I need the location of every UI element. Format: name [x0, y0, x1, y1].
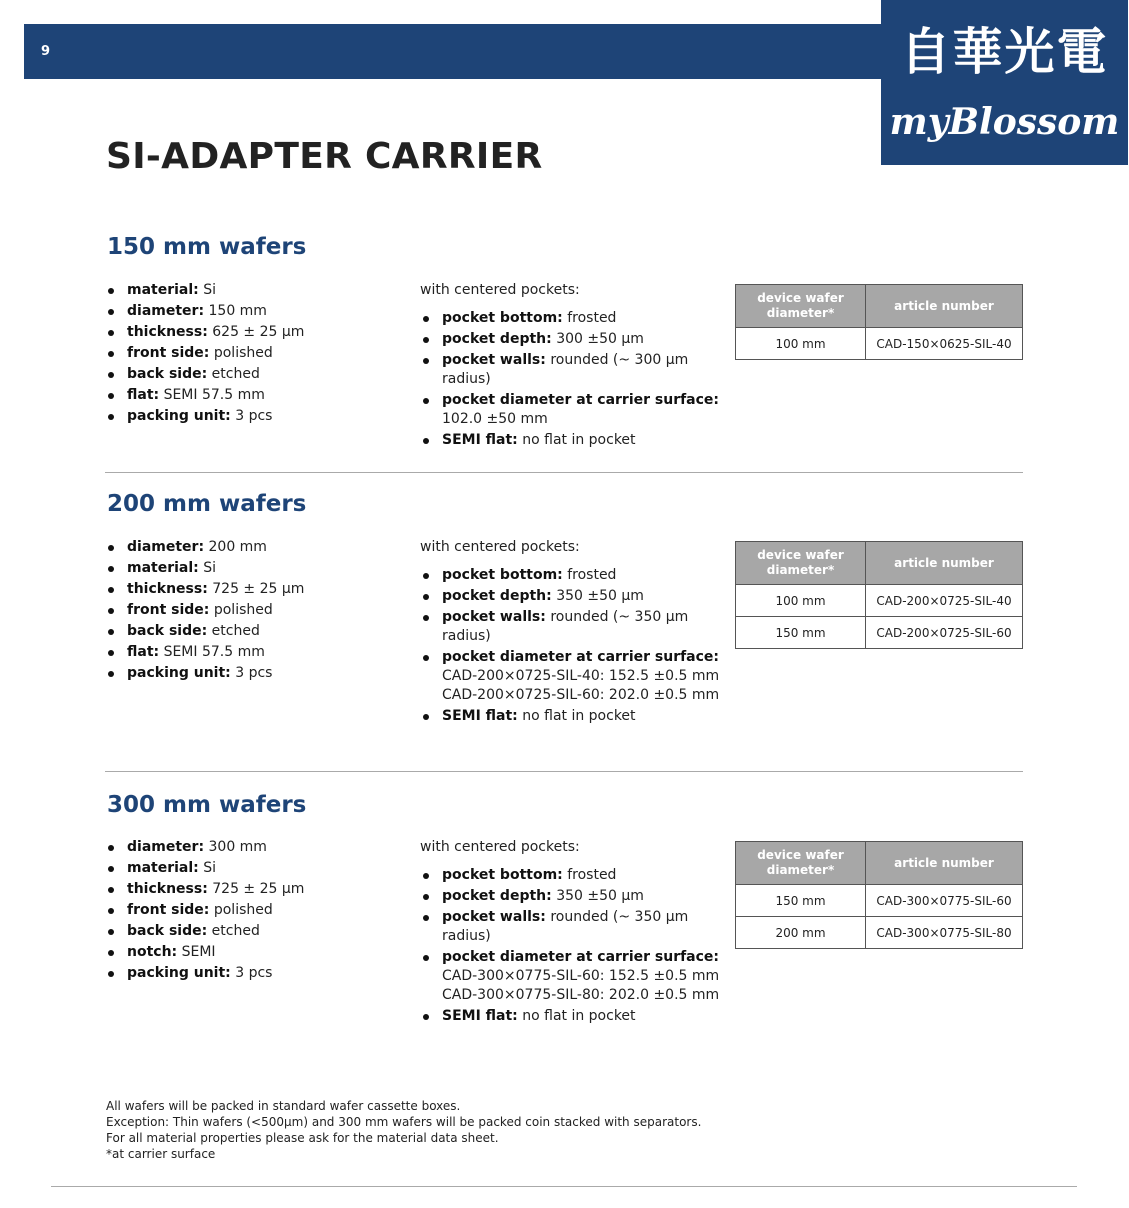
table-cell-diameter: 150 mm — [736, 885, 866, 917]
section-title: 200 mm wafers — [107, 491, 307, 517]
article-table — [735, 541, 1023, 649]
spec-item: front side: polished — [106, 600, 304, 621]
spec-item: packing unit: 3 pcs — [106, 963, 304, 984]
table-cell-article: CAD-300×0775-SIL-80 — [866, 917, 1023, 949]
spec-item: notch: SEMI — [106, 942, 304, 963]
pocket-item: SEMI flat: no flat in pocket — [420, 707, 720, 726]
spec-item: thickness: 625 ± 25 µm — [106, 322, 304, 343]
article-table — [735, 284, 1023, 360]
page-title: SI-ADAPTER CARRIER — [106, 136, 543, 177]
pocket-item: pocket diameter at carrier surface: CAD-300×0775-SIL-60: 152.5 ±0.5 mm CAD-300×0775-SIL-80: 202.0 ±0.5 mm — [420, 948, 720, 1005]
pockets-intro: with centered pockets: — [420, 839, 580, 855]
table-cell-article: CAD-200×0725-SIL-40 — [866, 585, 1023, 617]
table-row — [736, 617, 1023, 649]
spec-item: material: Si — [106, 858, 304, 879]
pocket-item: pocket walls: rounded (~ 350 µm radius) — [420, 608, 720, 646]
pocket-item: pocket bottom: frosted — [420, 309, 720, 328]
header-bar — [24, 24, 881, 79]
table-cell-article: CAD-150×0625-SIL-40 — [866, 328, 1023, 360]
spec-item: front side: polished — [106, 900, 304, 921]
section-title: 150 mm wafers — [107, 234, 307, 260]
table-header-diameter: device wafer diameter* — [736, 842, 866, 885]
spec-item: diameter: 150 mm — [106, 301, 304, 322]
table-header-article: article number — [866, 842, 1023, 885]
pocket-details — [420, 537, 720, 728]
pocket-details — [420, 837, 720, 1028]
spec-item: back side: etched — [106, 921, 304, 942]
pocket-item: pocket diameter at carrier surface: 102.0 ±50 mm — [420, 391, 720, 429]
pockets-intro: with centered pockets: — [420, 539, 580, 555]
section-title: 300 mm wafers — [107, 792, 307, 818]
section-divider — [105, 771, 1023, 772]
table-row — [736, 885, 1023, 917]
article-table — [735, 841, 1023, 949]
spec-item: flat: SEMI 57.5 mm — [106, 642, 304, 663]
pockets-intro: with centered pockets: — [420, 282, 580, 298]
table-header-article: article number — [866, 285, 1023, 328]
pocket-list — [420, 866, 720, 1026]
table-row — [736, 328, 1023, 360]
spec-list — [106, 537, 304, 684]
pocket-item: pocket bottom: frosted — [420, 566, 720, 585]
pocket-item: pocket depth: 300 ±50 µm — [420, 330, 720, 349]
footnotes — [106, 1098, 701, 1162]
spec-item: back side: etched — [106, 364, 304, 385]
pocket-item: pocket walls: rounded (~ 300 µm radius) — [420, 351, 720, 389]
footnote-line: All wafers will be packed in standard wafer cassette boxes. — [106, 1099, 461, 1113]
spec-item: back side: etched — [106, 621, 304, 642]
pocket-item: pocket depth: 350 ±50 µm — [420, 887, 720, 906]
pocket-item: SEMI flat: no flat in pocket — [420, 431, 720, 450]
spec-item: diameter: 200 mm — [106, 537, 304, 558]
spec-item: packing unit: 3 pcs — [106, 663, 304, 684]
spec-item: material: Si — [106, 280, 304, 301]
footnote-line: For all material properties please ask for the material data sheet. — [106, 1131, 499, 1145]
spec-item: thickness: 725 ± 25 µm — [106, 579, 304, 600]
table-header-diameter: device wafer diameter* — [736, 542, 866, 585]
table-cell-article: CAD-200×0725-SIL-60 — [866, 617, 1023, 649]
logo — [881, 0, 1128, 165]
table-cell-article: CAD-300×0775-SIL-60 — [866, 885, 1023, 917]
page-number: 9 — [41, 44, 51, 59]
table-header-diameter: device wafer diameter* — [736, 285, 866, 328]
table-cell-diameter: 100 mm — [736, 328, 866, 360]
pocket-list — [420, 309, 720, 450]
pocket-details — [420, 280, 720, 452]
logo-english-text: myBlossom — [889, 101, 1120, 143]
table-cell-diameter: 200 mm — [736, 917, 866, 949]
footnote-line: Exception: Thin wafers (<500µm) and 300 mm wafers will be packed coin stacked with separators. — [106, 1115, 702, 1129]
table-row — [736, 585, 1023, 617]
pocket-item: pocket bottom: frosted — [420, 866, 720, 885]
spec-list — [106, 280, 304, 427]
pocket-item: SEMI flat: no flat in pocket — [420, 1007, 720, 1026]
spec-item: front side: polished — [106, 343, 304, 364]
table-row — [736, 917, 1023, 949]
spec-item: material: Si — [106, 558, 304, 579]
spec-item: diameter: 300 mm — [106, 837, 304, 858]
table-cell-diameter: 100 mm — [736, 585, 866, 617]
table-cell-diameter: 150 mm — [736, 617, 866, 649]
table-header-article: article number — [866, 542, 1023, 585]
pocket-item: pocket diameter at carrier surface: CAD-200×0725-SIL-40: 152.5 ±0.5 mm CAD-200×0725-SIL-60: 202.0 ±0.5 mm — [420, 648, 720, 705]
spec-item: packing unit: 3 pcs — [106, 406, 304, 427]
footer-divider — [51, 1186, 1077, 1187]
footnote-line: *at carrier surface — [106, 1147, 216, 1161]
section-divider — [105, 472, 1023, 473]
spec-list — [106, 837, 304, 984]
pocket-list — [420, 566, 720, 726]
spec-item: flat: SEMI 57.5 mm — [106, 385, 304, 406]
logo-chinese-text: 自華光電 — [900, 23, 1109, 81]
spec-item: thickness: 725 ± 25 µm — [106, 879, 304, 900]
pocket-item: pocket walls: rounded (~ 350 µm radius) — [420, 908, 720, 946]
pocket-item: pocket depth: 350 ±50 µm — [420, 587, 720, 606]
